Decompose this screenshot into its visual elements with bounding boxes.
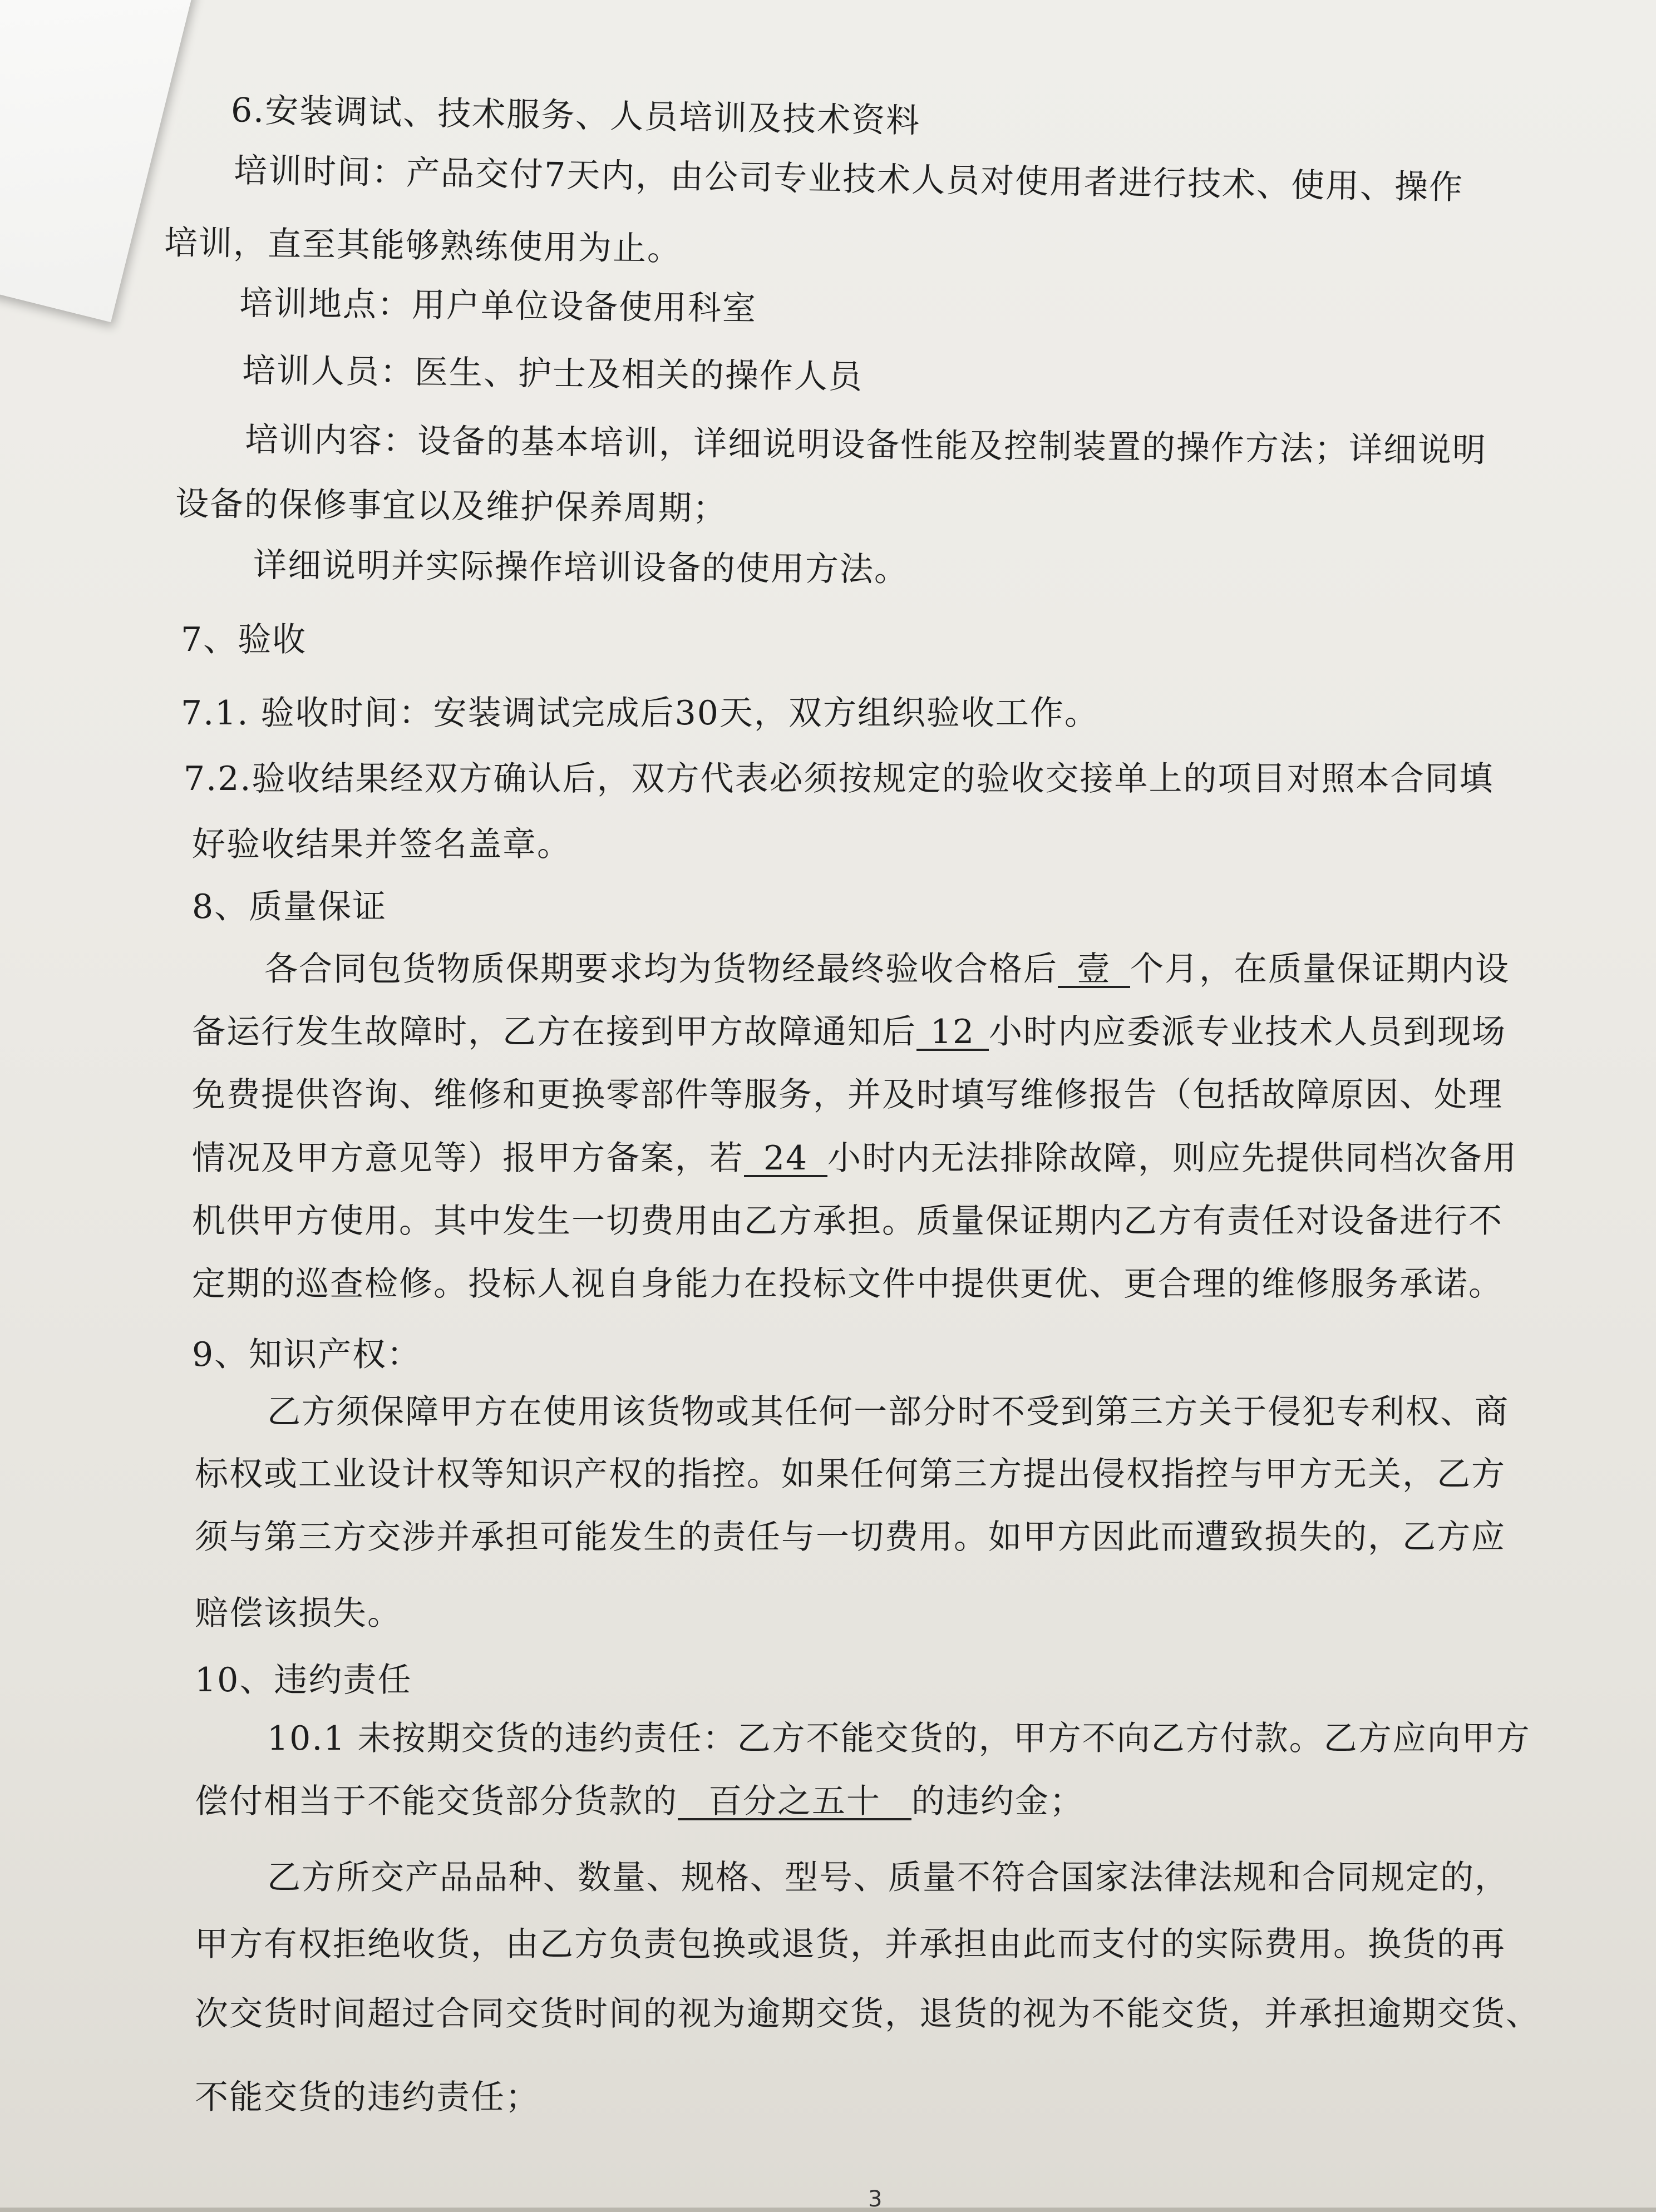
acceptance-time: 7.1. 验收时间：安装调试完成后30天，双方组织验收工作。 (181, 694, 1099, 733)
training-personnel: 培训人员：医生、护士及相关的操作人员 (241, 351, 864, 397)
section-8-heading: 8、质量保证 (192, 887, 387, 926)
section-10-heading: 10、违约责任 (195, 1661, 412, 1700)
penalty-rate-blank: 百分之五十 (678, 1785, 911, 1820)
acceptance-result-line-1: 7.2.验收结果经双方确认后，双方代表必须按规定的验收交接单上的项目对照本合同填 (184, 759, 1494, 798)
training-content-line-3: 详细说明并实际操作培训设备的使用方法。 (253, 545, 909, 590)
breach-line-2-text-b: 的违约金； (911, 1782, 1084, 1821)
warranty-line-1-text-b: 个月，在质量保证期内设 (1130, 950, 1510, 989)
warranty-line-2 (192, 1015, 1506, 1051)
page-number: 3 (868, 2186, 883, 2212)
section-7-heading: 7、验收 (181, 620, 307, 659)
breach-line-3: 乙方所交产品品种、数量、规格、型号、质量不符合国家法律法规和合同规定的， (267, 1858, 1509, 1897)
warranty-line-1 (264, 952, 1510, 988)
warranty-line-1-text-a: 各合同包货物质保期要求均为货物经最终验收合格后 (264, 950, 1058, 989)
warranty-line-4-text-a: 情况及甲方意见等）报甲方备案，若 (192, 1139, 744, 1178)
breach-line-4: 甲方有权拒绝收货，由乙方负责包换或退货，并承担由此而支付的实际费用。换货的再 (195, 1925, 1506, 1964)
warranty-line-2-text-b: 小时内应委派专业技术人员到现场 (989, 1013, 1506, 1051)
breach-line-2-text-a: 偿付相当于不能交货部分货款的 (195, 1782, 678, 1821)
ip-line-1: 乙方须保障甲方在使用该货物或其任何一部分时不受到第三方关于侵犯专利权、商 (267, 1393, 1509, 1431)
warranty-line-5: 机供甲方使用。其中发生一切费用由乙方承担。质量保证期内乙方有责任对设备进行不 (192, 1202, 1503, 1241)
training-content-line-1: 培训内容：设备的基本培训，详细说明设备性能及控制装置的操作方法；详细说明 (244, 420, 1487, 470)
training-time-line-2: 培训，直至其能够熟练使用为止。 (164, 223, 682, 269)
warranty-line-4 (192, 1139, 1517, 1178)
breach-line-2 (195, 1782, 1084, 1821)
section-6-heading: 6.安装调试、技术服务、人员培训及技术资料 (230, 91, 921, 141)
ip-line-4: 赔偿该损失。 (195, 1594, 402, 1633)
warranty-line-3: 免费提供咨询、维修和更换零部件等服务，并及时填写维修报告（包括故障原因、处理 (192, 1075, 1503, 1114)
training-location: 培训地点：用户单位设备使用科室 (239, 284, 757, 328)
response-hours-blank: 12 (916, 1015, 989, 1051)
acceptance-result-line-2: 好验收结果并签名盖章。 (192, 825, 571, 864)
breach-line-1: 10.1 未按期交货的违约责任：乙方不能交货的，甲方不向乙方付款。乙方应向甲方 (267, 1719, 1531, 1758)
breach-line-6: 不能交货的违约责任； (195, 2078, 540, 2117)
ip-line-3: 须与第三方交涉并承担可能发生的责任与一切费用。如甲方因此而遭致损失的，乙方应 (195, 1518, 1506, 1557)
training-content-line-2: 设备的保修事宜以及维护保养周期； (175, 484, 728, 529)
warranty-line-2-text-a: 备运行发生故障时，乙方在接到甲方故障通知后 (192, 1013, 916, 1051)
warranty-line-6: 定期的巡查检修。投标人视自身能力在投标文件中提供更优、更合理的维修服务承诺。 (192, 1265, 1503, 1304)
warranty-line-4-text-b: 小时内无法排除故障，则应先提供同档次备用 (827, 1139, 1517, 1178)
training-time-line-1: 培训时间：产品交付7天内，由公司专业技术人员对使用者进行技术、使用、操作 (233, 151, 1464, 208)
ip-line-2: 标权或工业设计权等知识产权的指控。如果任何第三方提出侵权指控与甲方无关，乙方 (195, 1455, 1506, 1494)
breach-line-5: 次交货时间超过合同交货时间的视为逾期交货，退货的视为不能交货，并承担逾期交货、 (195, 1994, 1540, 2033)
fix-hours-blank: 24 (744, 1142, 827, 1177)
warranty-months-blank: 壹 (1058, 952, 1130, 988)
section-9-heading: 9、知识产权： (192, 1335, 422, 1374)
